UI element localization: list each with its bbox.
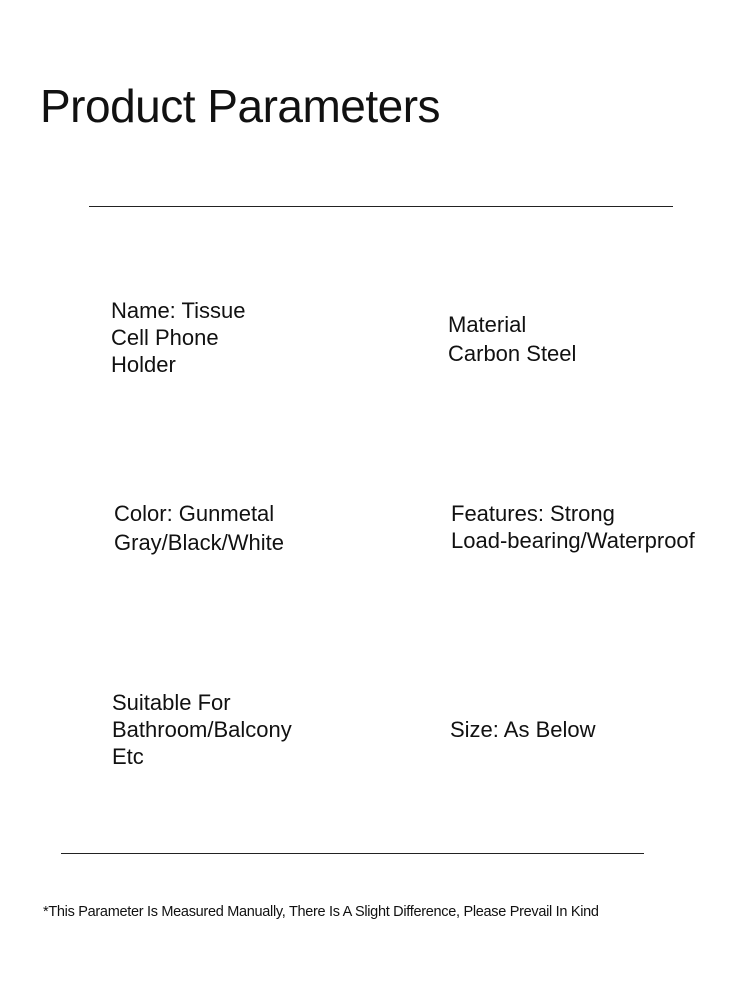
page-title: Product Parameters	[40, 80, 441, 132]
param-name	[111, 297, 246, 378]
param-size	[450, 716, 596, 743]
param-suitable-line-2: Bathroom/Balcony	[112, 717, 292, 742]
param-features-line-1: Features: Strong	[451, 501, 615, 526]
param-name-line-1: Name: Tissue	[111, 298, 246, 323]
bottom-divider	[61, 853, 644, 854]
param-features-line-2: Load-bearing/Waterproof	[451, 528, 695, 553]
param-material	[448, 310, 576, 368]
param-suitable	[112, 689, 292, 770]
param-name-line-3: Holder	[111, 352, 176, 377]
param-color-line-2: Gray/Black/White	[114, 530, 284, 555]
measurement-footnote: *This Parameter Is Measured Manually, There Is A Slight Difference, Please Prevail In Kind	[43, 904, 599, 920]
param-suitable-line-1: Suitable For	[112, 690, 231, 715]
param-color	[114, 499, 284, 557]
param-size-line-1: Size: As Below	[450, 717, 596, 742]
param-material-line-1: Material	[448, 312, 527, 337]
param-name-line-2: Cell Phone	[111, 325, 219, 350]
param-color-line-1: Color: Gunmetal	[114, 501, 275, 526]
param-suitable-line-3: Etc	[112, 744, 144, 769]
param-material-line-2: Carbon Steel	[448, 341, 577, 366]
top-divider	[89, 206, 673, 207]
param-features	[451, 500, 695, 554]
